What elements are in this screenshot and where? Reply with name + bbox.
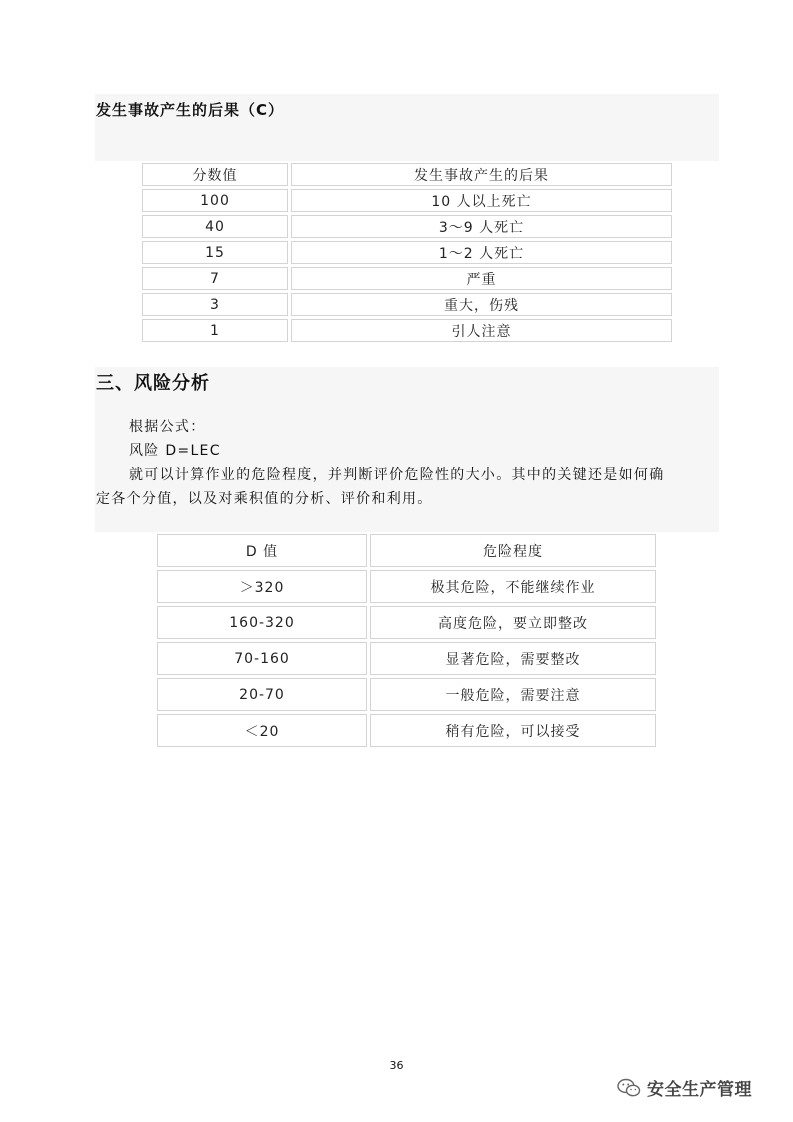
- table-row: [142, 293, 672, 316]
- table-row: [157, 678, 656, 711]
- d-value-cell: ＜20: [157, 714, 367, 747]
- formula-intro: 根据公式：: [129, 419, 206, 435]
- section-3-title: 三、风险分析: [96, 373, 210, 394]
- table-header-cell: 发生事故产生的后果: [291, 163, 672, 186]
- table-row: [157, 642, 656, 675]
- table-header-cell: D 值: [157, 534, 367, 567]
- explanation-line-1: 就可以计算作业的危险程度，并判断评价危险性的大小。其中的关键还是如何确: [129, 467, 665, 483]
- table-row: [142, 241, 672, 264]
- d-value-cell: 20-70: [157, 678, 367, 711]
- score-cell: 100: [142, 189, 288, 212]
- table-header-cell: 分数值: [142, 163, 288, 186]
- table-header-cell: 危险程度: [370, 534, 656, 567]
- score-cell: 1: [142, 319, 288, 342]
- table-header-row: [157, 534, 656, 567]
- d-value-cell: 70-160: [157, 642, 367, 675]
- consequence-cell: 严重: [291, 267, 672, 290]
- score-cell: 15: [142, 241, 288, 264]
- score-cell: 40: [142, 215, 288, 238]
- consequence-table: [139, 160, 675, 345]
- explanation-line-2: 定各个分值，以及对乘积值的分析、评价和利用。: [96, 491, 433, 507]
- wechat-watermark: [617, 1075, 752, 1100]
- table-row: [157, 714, 656, 747]
- consequence-cell: 3～9 人死亡: [291, 215, 672, 238]
- risk-level-cell: 一般危险，需要注意: [370, 678, 656, 711]
- table-row: [142, 319, 672, 342]
- risk-level-table: [154, 531, 659, 750]
- risk-level-cell: 显著危险，需要整改: [370, 642, 656, 675]
- score-cell: 3: [142, 293, 288, 316]
- section-c-title: 发生事故产生的后果（C）: [96, 101, 285, 119]
- d-value-cell: ＞320: [157, 570, 367, 603]
- risk-level-cell: 稍有危险，可以接受: [370, 714, 656, 747]
- consequence-cell: 重大，伤残: [291, 293, 672, 316]
- formula: 风险 D=LEC: [129, 443, 221, 459]
- table-row: [142, 215, 672, 238]
- d-value-cell: 160-320: [157, 606, 367, 639]
- table-row: [157, 606, 656, 639]
- table-row: [142, 189, 672, 212]
- watermark-text: 安全生产管理: [647, 1080, 752, 1100]
- risk-level-cell: 高度危险，要立即整改: [370, 606, 656, 639]
- table-row: [142, 267, 672, 290]
- risk-level-cell: 极其危险，不能继续作业: [370, 570, 656, 603]
- table-row: [157, 570, 656, 603]
- score-cell: 7: [142, 267, 288, 290]
- wechat-icon: [617, 1078, 641, 1098]
- page-number: 36: [389, 1059, 404, 1072]
- consequence-cell: 10 人以上死亡: [291, 189, 672, 212]
- consequence-cell: 引人注意: [291, 319, 672, 342]
- consequence-cell: 1～2 人死亡: [291, 241, 672, 264]
- table-header-row: [142, 163, 672, 186]
